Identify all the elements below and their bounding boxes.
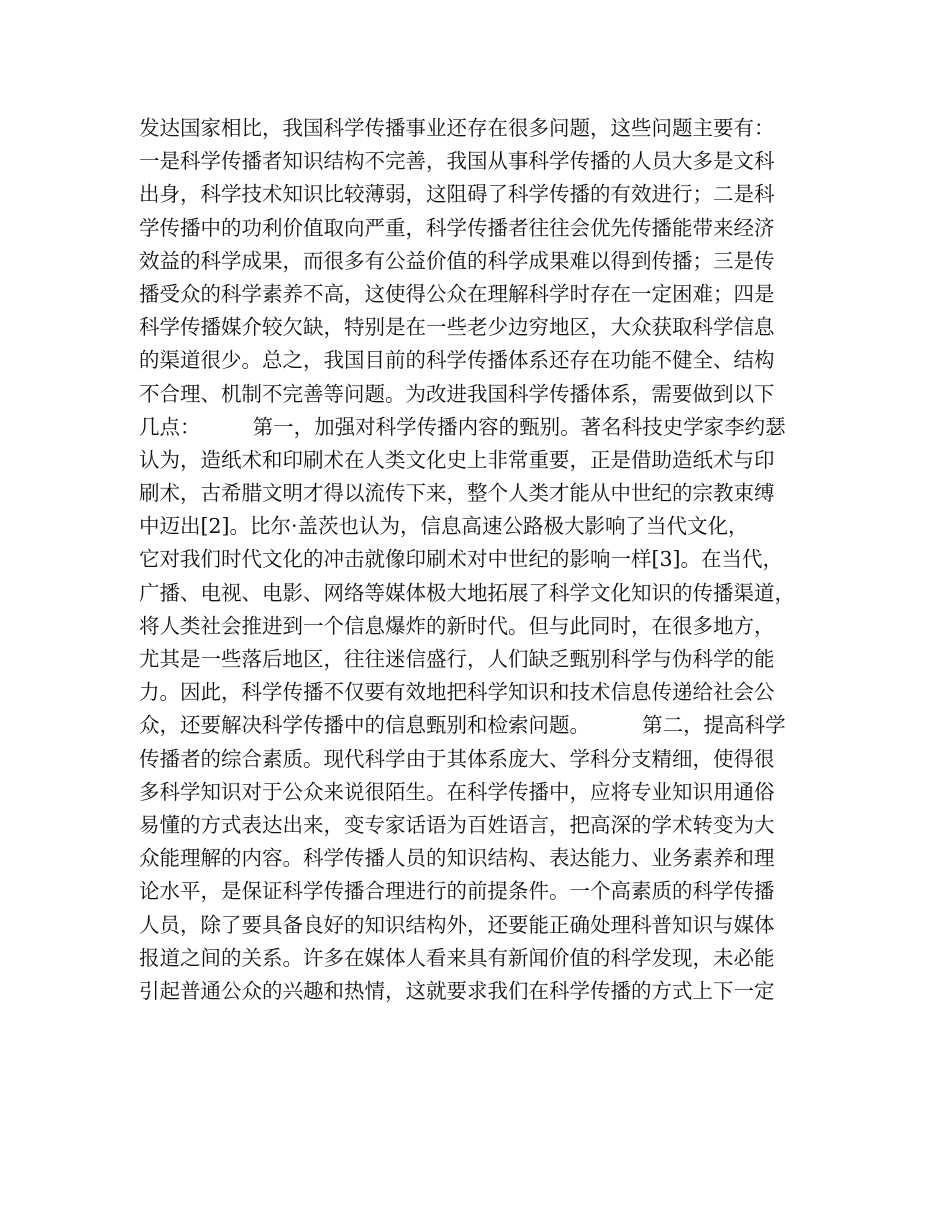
text-line: 将人类社会推进到一个信息爆炸的新时代。但与此同时，在很多地方， [139,613,775,638]
text-line: 中迈出[2]。比尔·盖茨也认为，信息高速公路极大影响了当代文化， [139,514,749,539]
text-line: 尤其是一些落后地区，往往迷信盛行，人们缺乏甄别科学与伪科学的能 [139,647,775,671]
text-line: 发达国家相比，我国科学传播事业还存在很多问题，这些问题主要有： [139,116,775,140]
text-line: 传播者的综合素质。现代科学由于其体系庞大、学科分支精细，使得很 [139,746,775,771]
text-line: 的渠道很少。总之，我国目前的科学传播体系还存在功能不健全、结构 [139,348,775,373]
body-text [139,112,829,1008]
text-line: 易懂的方式表达出来，变专家话语为百姓语言，把高深的学术转变为大 [139,812,775,837]
text-line: 一是科学传播者知识结构不完善，我国从事科学传播的人员大多是文科 [139,149,775,174]
text-line: 学传播中的功利价值取向严重，科学传播者往往会优先传播能带来经济 [139,215,775,240]
text-line: 多科学知识对于公众来说很陌生。在科学传播中，应将专业知识用通俗 [139,779,775,804]
text-line: 效益的科学成果，而很多有公益价值的科学成果难以得到传播；三是传 [139,248,775,273]
text-line: 几点： 第一，加强对科学传播内容的甄别。著名科技史学家李约瑟 [139,414,786,439]
text-line: 力。因此，科学传播不仅要有效地把科学知识和技术信息传递给社会公 [139,680,775,705]
text-line: 播受众的科学素养不高，这使得公众在理解科学时存在一定困难；四是 [139,281,775,306]
text-line: 不合理、机制不完善等问题。为改进我国科学传播体系，需要做到以下 [139,381,775,406]
text-line: 它对我们时代文化的冲击就像印刷术对中世纪的影响一样[3]。在当代， [139,547,784,572]
text-line: 认为，造纸术和印刷术在人类文化史上非常重要，正是借助造纸术与印 [139,447,775,472]
text-line: 人员，除了要具备良好的知识结构外，还要能正确处理科普知识与媒体 [139,912,775,937]
text-line: 广播、电视、电影、网络等媒体极大地拓展了科学文化知识的传播渠道， [139,580,795,605]
text-line: 科学传播媒介较欠缺，特别是在一些老少边穷地区，大众获取科学信息 [139,315,775,340]
text-line: 众能理解的内容。科学传播人员的知识结构、表达能力、业务素养和理 [139,846,775,871]
text-line: 众，还要解决科学传播中的信息甄别和检索问题。 第二，提高科学 [139,713,786,738]
text-line: 刷术，古希腊文明才得以流传下来，整个人类才能从中世纪的宗教束缚 [139,481,775,506]
text-line: 出身，科学技术知识比较薄弱，这阻碍了科学传播的有效进行；二是科 [139,182,775,207]
text-line: 论水平，是保证科学传播合理进行的前提条件。一个高素质的科学传播 [139,879,775,904]
text-line: 报道之间的关系。许多在媒体人看来具有新闻价值的科学发现，未必能 [139,945,775,970]
text-line: 引起普通公众的兴趣和热情，这就要求我们在科学传播的方式上下一定 [139,978,775,1003]
